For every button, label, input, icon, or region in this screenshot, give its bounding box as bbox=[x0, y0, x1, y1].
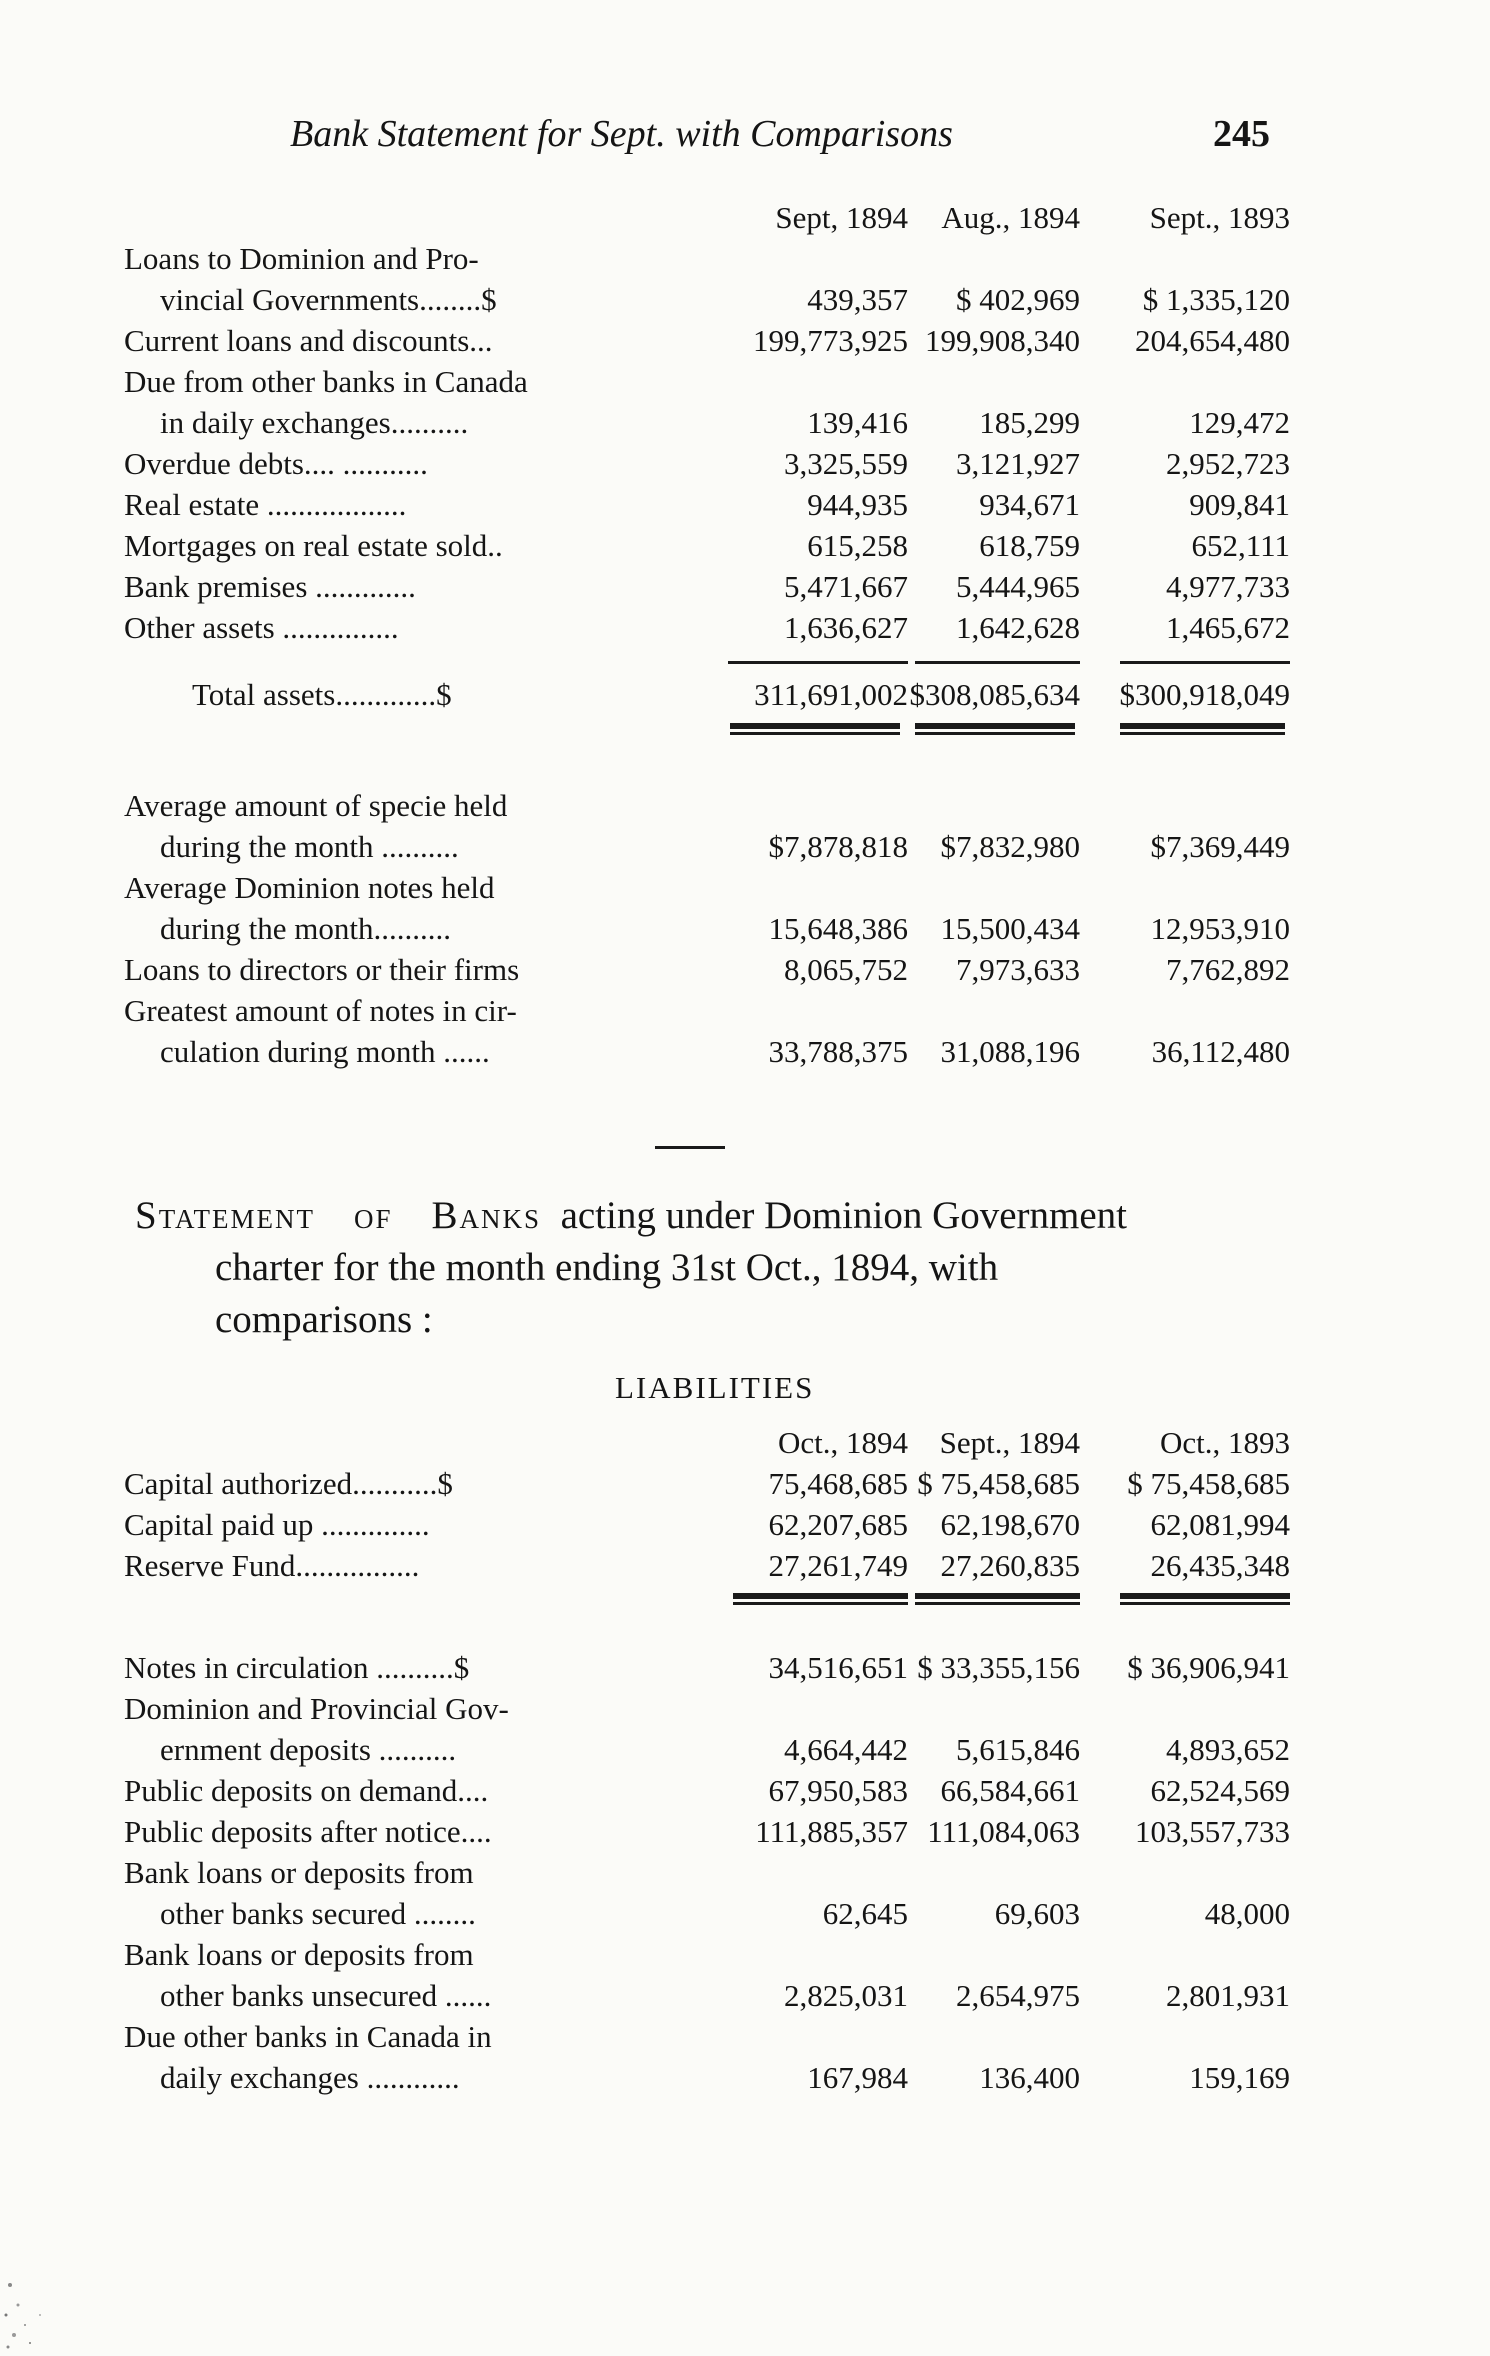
statement-word: Statement bbox=[135, 1194, 316, 1237]
rule bbox=[733, 1602, 908, 1605]
row-label: Dominion and Provincial Gov- bbox=[124, 1691, 509, 1726]
table-row bbox=[120, 1507, 1290, 1548]
cell-value: 2,952,723 bbox=[1166, 446, 1290, 481]
table-row bbox=[120, 993, 1290, 1034]
statement-text: acting under Dominion Government bbox=[560, 1194, 1128, 1237]
total-row bbox=[120, 677, 1290, 721]
cell-value: 26,435,348 bbox=[1150, 1548, 1290, 1583]
cell-value: 2,801,931 bbox=[1166, 1978, 1290, 2013]
table-row bbox=[120, 1978, 1290, 2019]
cell-value: 204,654,480 bbox=[1135, 323, 1290, 358]
rule bbox=[915, 1602, 1080, 1605]
cell-value: 111,885,357 bbox=[755, 1814, 908, 1849]
cell-value: 7,762,892 bbox=[1166, 952, 1290, 987]
rule bbox=[1120, 661, 1290, 664]
capital-double-rules bbox=[120, 1589, 1290, 1619]
assets-rows bbox=[120, 241, 1290, 651]
cell-value: 62,645 bbox=[822, 1896, 908, 1931]
cell-value: 48,000 bbox=[1204, 1896, 1290, 1931]
cell-value: 1,642,628 bbox=[956, 610, 1080, 645]
row-label: vincial Governments........$ bbox=[160, 282, 497, 317]
row-label: Overdue debts.... ........... bbox=[124, 446, 428, 481]
table-row bbox=[120, 911, 1290, 952]
rule bbox=[915, 1593, 1080, 1599]
row-label: Average amount of specie held bbox=[124, 788, 508, 823]
cell-value: $ 75,458,685 bbox=[917, 1466, 1080, 1501]
cell-value: 67,950,583 bbox=[768, 1773, 908, 1808]
row-label: Bank loans or deposits from bbox=[124, 1937, 474, 1972]
table-row bbox=[120, 1732, 1290, 1773]
cell-value: 199,773,925 bbox=[753, 323, 908, 358]
cell-value: 159,169 bbox=[1189, 2060, 1290, 2095]
cell-value: $ 402,969 bbox=[956, 282, 1080, 317]
cell-value: 103,557,733 bbox=[1135, 1814, 1290, 1849]
cell-value: 439,357 bbox=[807, 282, 908, 317]
total-value: $308,085,634 bbox=[909, 677, 1080, 712]
cell-value: 8,065,752 bbox=[784, 952, 908, 987]
cell-value: $ 1,335,120 bbox=[1142, 282, 1290, 317]
section-separator bbox=[655, 1146, 725, 1149]
table-row bbox=[120, 528, 1290, 569]
table-row bbox=[120, 2019, 1290, 2060]
cell-value: 27,260,835 bbox=[940, 1548, 1080, 1583]
liabilities-heading: LIABILITIES bbox=[615, 1370, 815, 1405]
assets-table bbox=[120, 200, 1290, 751]
row-label: Notes in circulation ..........$ bbox=[124, 1650, 470, 1685]
table-row bbox=[120, 241, 1290, 282]
row-label: Capital authorized...........$ bbox=[124, 1466, 453, 1501]
page-title: Bank Statement for Sept. with Comparisons bbox=[290, 113, 953, 155]
rule bbox=[1120, 1602, 1290, 1605]
cell-value: $ 36,906,941 bbox=[1127, 1650, 1290, 1685]
page-speckle-decoration bbox=[0, 2255, 70, 2355]
column-header: Oct., 1894 bbox=[777, 1425, 908, 1460]
cell-value: 909,841 bbox=[1189, 487, 1290, 522]
row-label: Loans to Dominion and Pro- bbox=[124, 241, 479, 276]
cell-value: 34,516,651 bbox=[768, 1650, 908, 1685]
row-label: Average Dominion notes held bbox=[124, 870, 495, 905]
capital-rows bbox=[120, 1466, 1290, 1589]
row-label: Due other banks in Canada in bbox=[124, 2019, 492, 2054]
table-row bbox=[120, 446, 1290, 487]
row-label: Real estate .................. bbox=[124, 487, 407, 522]
table-row bbox=[120, 1937, 1290, 1978]
deposits-rows bbox=[120, 1650, 1290, 2101]
page-number: 245 bbox=[1213, 113, 1270, 155]
table-row bbox=[120, 1548, 1290, 1589]
table-row bbox=[120, 870, 1290, 911]
table-row bbox=[120, 2060, 1290, 2101]
total-double-rules bbox=[120, 721, 1290, 751]
table-row bbox=[120, 323, 1290, 364]
cell-value: 618,759 bbox=[979, 528, 1080, 563]
cell-value: 185,299 bbox=[979, 405, 1080, 440]
rule bbox=[733, 1593, 908, 1599]
cell-value: 15,500,434 bbox=[940, 911, 1080, 946]
table-row bbox=[120, 405, 1290, 446]
running-header bbox=[290, 112, 1270, 162]
table-row bbox=[120, 282, 1290, 323]
averages-table bbox=[120, 788, 1290, 1075]
cell-value: 136,400 bbox=[979, 2060, 1080, 2095]
column-header: Sept, 1894 bbox=[775, 200, 908, 235]
rule bbox=[730, 732, 900, 735]
rule bbox=[915, 661, 1080, 664]
rule bbox=[1120, 732, 1285, 735]
cell-value: $7,369,449 bbox=[1150, 829, 1290, 864]
row-label: Public deposits on demand.... bbox=[124, 1773, 489, 1808]
rule bbox=[728, 661, 908, 664]
row-label: other banks unsecured ...... bbox=[160, 1978, 492, 2013]
row-label: during the month.......... bbox=[160, 911, 452, 946]
row-label: Loans to directors or their firms bbox=[124, 952, 520, 987]
cell-value: 5,444,965 bbox=[956, 569, 1080, 604]
table-row bbox=[120, 788, 1290, 829]
cell-value: 31,088,196 bbox=[940, 1034, 1080, 1069]
column-header-row bbox=[120, 200, 1290, 241]
column-header: Sept., 1894 bbox=[939, 1425, 1080, 1460]
statement-line: comparisons : bbox=[215, 1298, 433, 1341]
subtotal-rules bbox=[120, 651, 1290, 677]
cell-value: 934,671 bbox=[979, 487, 1080, 522]
table-row bbox=[120, 1773, 1290, 1814]
cell-value: $7,832,980 bbox=[940, 829, 1080, 864]
row-label: during the month .......... bbox=[160, 829, 459, 864]
row-label: Greatest amount of notes in cir- bbox=[124, 993, 517, 1028]
statement-word: of bbox=[354, 1194, 393, 1237]
table-row bbox=[120, 952, 1290, 993]
row-label: Bank premises ............. bbox=[124, 569, 416, 604]
row-label: Mortgages on real estate sold.. bbox=[124, 528, 503, 563]
cell-value: 2,825,031 bbox=[784, 1978, 908, 2013]
cell-value: 12,953,910 bbox=[1150, 911, 1290, 946]
cell-value: 15,648,386 bbox=[768, 911, 908, 946]
row-label: Other assets ............... bbox=[124, 610, 399, 645]
table-row bbox=[120, 487, 1290, 528]
table-row bbox=[120, 829, 1290, 870]
table-row bbox=[120, 364, 1290, 405]
cell-value: 167,984 bbox=[807, 2060, 908, 2095]
table-row bbox=[120, 1034, 1290, 1075]
row-label: Current loans and discounts... bbox=[124, 323, 493, 358]
rule bbox=[730, 723, 900, 729]
rule bbox=[915, 723, 1075, 729]
total-value: $300,918,049 bbox=[1119, 677, 1290, 712]
table-row bbox=[120, 1814, 1290, 1855]
table-row bbox=[120, 1855, 1290, 1896]
cell-value: 27,261,749 bbox=[768, 1548, 908, 1583]
capital-table bbox=[120, 1425, 1290, 1619]
cell-value: 199,908,340 bbox=[925, 323, 1080, 358]
cell-value: 2,654,975 bbox=[956, 1978, 1080, 2013]
cell-value: 66,584,661 bbox=[940, 1773, 1080, 1808]
cell-value: 615,258 bbox=[807, 528, 908, 563]
cell-value: 1,465,672 bbox=[1166, 610, 1290, 645]
column-header-row bbox=[120, 1425, 1290, 1466]
cell-value: 3,325,559 bbox=[784, 446, 908, 481]
table-row bbox=[120, 1896, 1290, 1937]
table-row bbox=[120, 1466, 1290, 1507]
cell-value: 62,081,994 bbox=[1150, 1507, 1290, 1542]
cell-value: 62,207,685 bbox=[768, 1507, 908, 1542]
row-label: in daily exchanges.......... bbox=[160, 405, 469, 440]
total-value: 311,691,002 bbox=[754, 677, 908, 712]
cell-value: 3,121,927 bbox=[956, 446, 1080, 481]
statement-line: charter for the month ending 31st Oct., 1894, with bbox=[215, 1246, 999, 1289]
row-label: Bank loans or deposits from bbox=[124, 1855, 474, 1890]
cell-value: 33,788,375 bbox=[768, 1034, 908, 1069]
table-row bbox=[120, 610, 1290, 651]
cell-value: 652,111 bbox=[1191, 528, 1290, 563]
cell-value: 111,084,063 bbox=[927, 1814, 1080, 1849]
row-label: Capital paid up .............. bbox=[124, 1507, 430, 1542]
table-row bbox=[120, 569, 1290, 610]
cell-value: 4,664,442 bbox=[784, 1732, 908, 1767]
column-header: Oct., 1893 bbox=[1159, 1425, 1290, 1460]
rule bbox=[915, 732, 1075, 735]
column-header: Aug., 1894 bbox=[941, 200, 1080, 235]
cell-value: $ 75,458,685 bbox=[1127, 1466, 1290, 1501]
cell-value: 4,977,733 bbox=[1166, 569, 1290, 604]
statement-line bbox=[135, 1190, 1285, 1242]
total-label: Total assets.............$ bbox=[192, 677, 452, 712]
rule bbox=[1120, 1593, 1290, 1599]
table-row bbox=[120, 1650, 1290, 1691]
averages-rows bbox=[120, 788, 1290, 1075]
cell-value: 1,636,627 bbox=[784, 610, 908, 645]
deposits-table bbox=[120, 1650, 1290, 2101]
row-label: ernment deposits .......... bbox=[160, 1732, 457, 1767]
cell-value: 62,198,670 bbox=[940, 1507, 1080, 1542]
column-header: Sept., 1893 bbox=[1149, 200, 1290, 235]
cell-value: 69,603 bbox=[994, 1896, 1080, 1931]
row-label: other banks secured ........ bbox=[160, 1896, 476, 1931]
table-row bbox=[120, 1691, 1290, 1732]
cell-value: 62,524,569 bbox=[1150, 1773, 1290, 1808]
row-label: Due from other banks in Canada bbox=[124, 364, 528, 399]
cell-value: $7,878,818 bbox=[768, 829, 908, 864]
cell-value: 944,935 bbox=[807, 487, 908, 522]
row-label: Public deposits after notice.... bbox=[124, 1814, 492, 1849]
cell-value: 5,615,846 bbox=[956, 1732, 1080, 1767]
rule bbox=[1120, 723, 1285, 729]
row-label: daily exchanges ............ bbox=[160, 2060, 460, 2095]
statement-word: Banks bbox=[431, 1194, 542, 1237]
cell-value: $ 33,355,156 bbox=[917, 1650, 1080, 1685]
cell-value: 36,112,480 bbox=[1151, 1034, 1290, 1069]
cell-value: 5,471,667 bbox=[784, 569, 908, 604]
cell-value: 129,472 bbox=[1189, 405, 1290, 440]
statement-paragraph bbox=[135, 1190, 1285, 1346]
row-label: culation during month ...... bbox=[160, 1034, 490, 1069]
cell-value: 75,468,685 bbox=[768, 1466, 908, 1501]
cell-value: 139,416 bbox=[807, 405, 908, 440]
cell-value: 7,973,633 bbox=[956, 952, 1080, 987]
cell-value: 4,893,652 bbox=[1166, 1732, 1290, 1767]
row-label: Reserve Fund................ bbox=[124, 1548, 420, 1583]
